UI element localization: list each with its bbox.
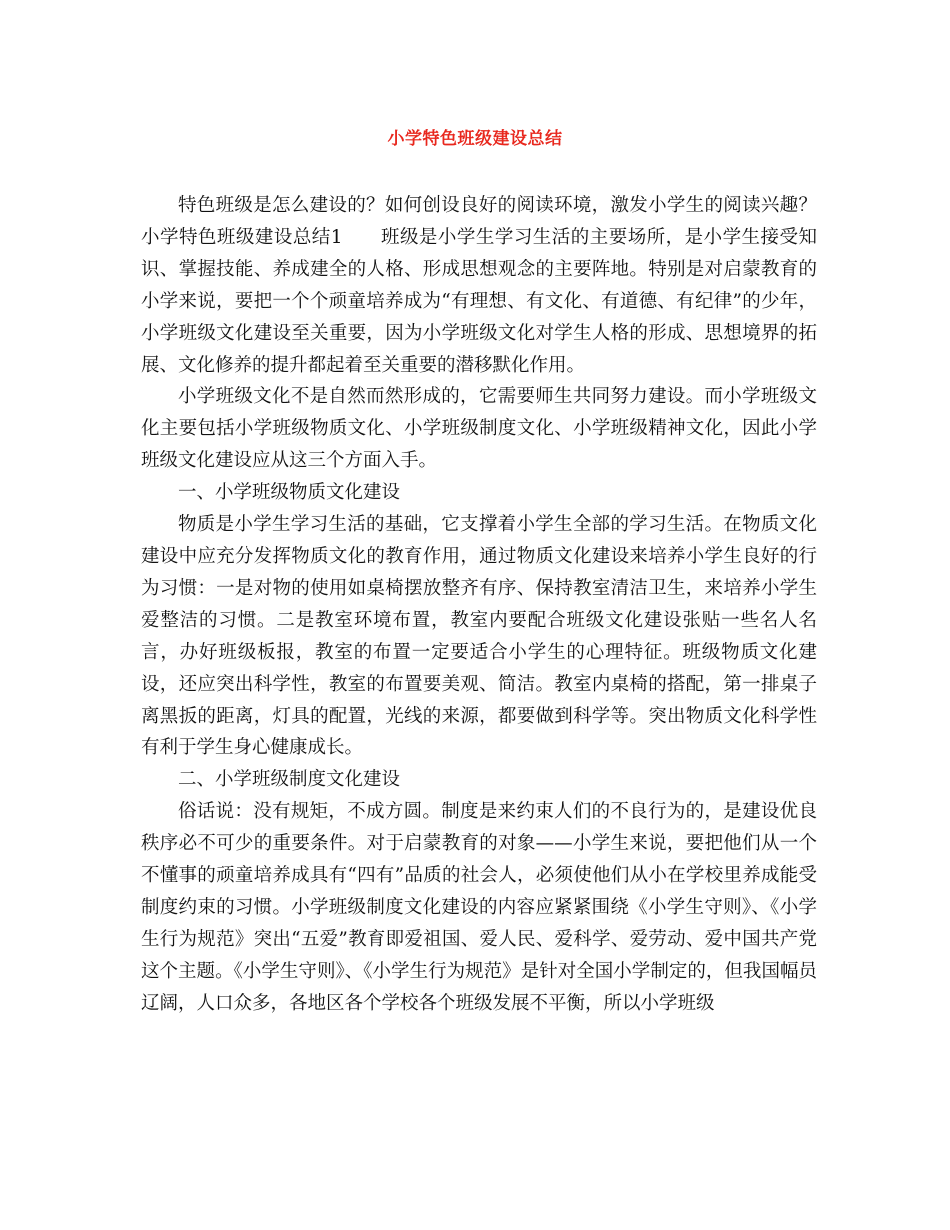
paragraph-system: 俗话说：没有规矩，不成方圆。制度是来约束人们的不良行为的，是建设优良秩序必不可少的重要条件。对于启蒙教育的对象——小学生来说，要把他们从一个不懂事的顽童培养成具有“四有”品质的社会人，必须使他们从小在学校里养成能受制度约束的习惯。小学班级制度文化建设的内容应紧紧围绕《小学生守则》、《小学生行为规范》突出“五爱”教育即爱祖国、爱人民、爱科学、爱劳动、爱中国共产党这个主题。《小学生守则》、《小学生行为规范》是针对全国小学制定的，但我国幅员辽阔，人口众多，各地区各个学校各个班级发展不平衡，所以小学班级 — [141, 801, 817, 1014]
section-heading-system: 二、小学班级制度文化建设 — [178, 769, 401, 791]
paragraph-intro: 特色班级是怎么建设的？如何创设良好的阅读环境，激发小学生的阅读兴趣？小学特色班级建设总结1 班级是小学生学习生活的主要场所，是小学生接受知识、掌握技能、养成建全的人格、形成思想观念的主要阵地。特别是对启蒙教育的小学来说，要把一个个顽童培养成为“有理想、有文化、有道德、有纪律”的少年，小学班级文化建设至关重要，因为小学班级文化对学生人格的形成、思想境界的拓展、文化修养的提升都起着至关重要的潜移默化作用。 — [141, 195, 817, 376]
paragraph-material: 物质是小学生学习生活的基础，它支撑着小学生全部的学习生活。在物质文化建设中应充分发挥物质文化的教育作用，通过物质文化建设来培养小学生良好的行为习惯：一是对物的使用如桌椅摆放整齐有序、保持教室清洁卫生，来培养小学生爱整洁的习惯。二是教室环境布置，教室内要配合班级文化建设张贴一些名人名言，办好班级板报，教室的布置一定要适合小学生的心理特征。班级物质文化建设，还应突出科学性，教室的布置要美观、简洁。教室内桌椅的搭配，第一排桌子离黑扳的距离，灯具的配置，光线的来源，都要做到科学等。突出物质文化科学性有利于学生身心健康成长。 — [141, 514, 817, 759]
paragraph-overview: 小学班级文化不是自然而然形成的，它需要师生共同努力建设。而小学班级文化主要包括小学班级物质文化、小学班级制度文化、小学班级精神文化，因此小学班级文化建设应从这三个方面入手。 — [141, 386, 817, 472]
document-body — [141, 190, 817, 1020]
section-heading-material: 一、小学班级物质文化建设 — [178, 482, 401, 504]
document-title: 小学特色班级建设总结 — [387, 129, 563, 149]
